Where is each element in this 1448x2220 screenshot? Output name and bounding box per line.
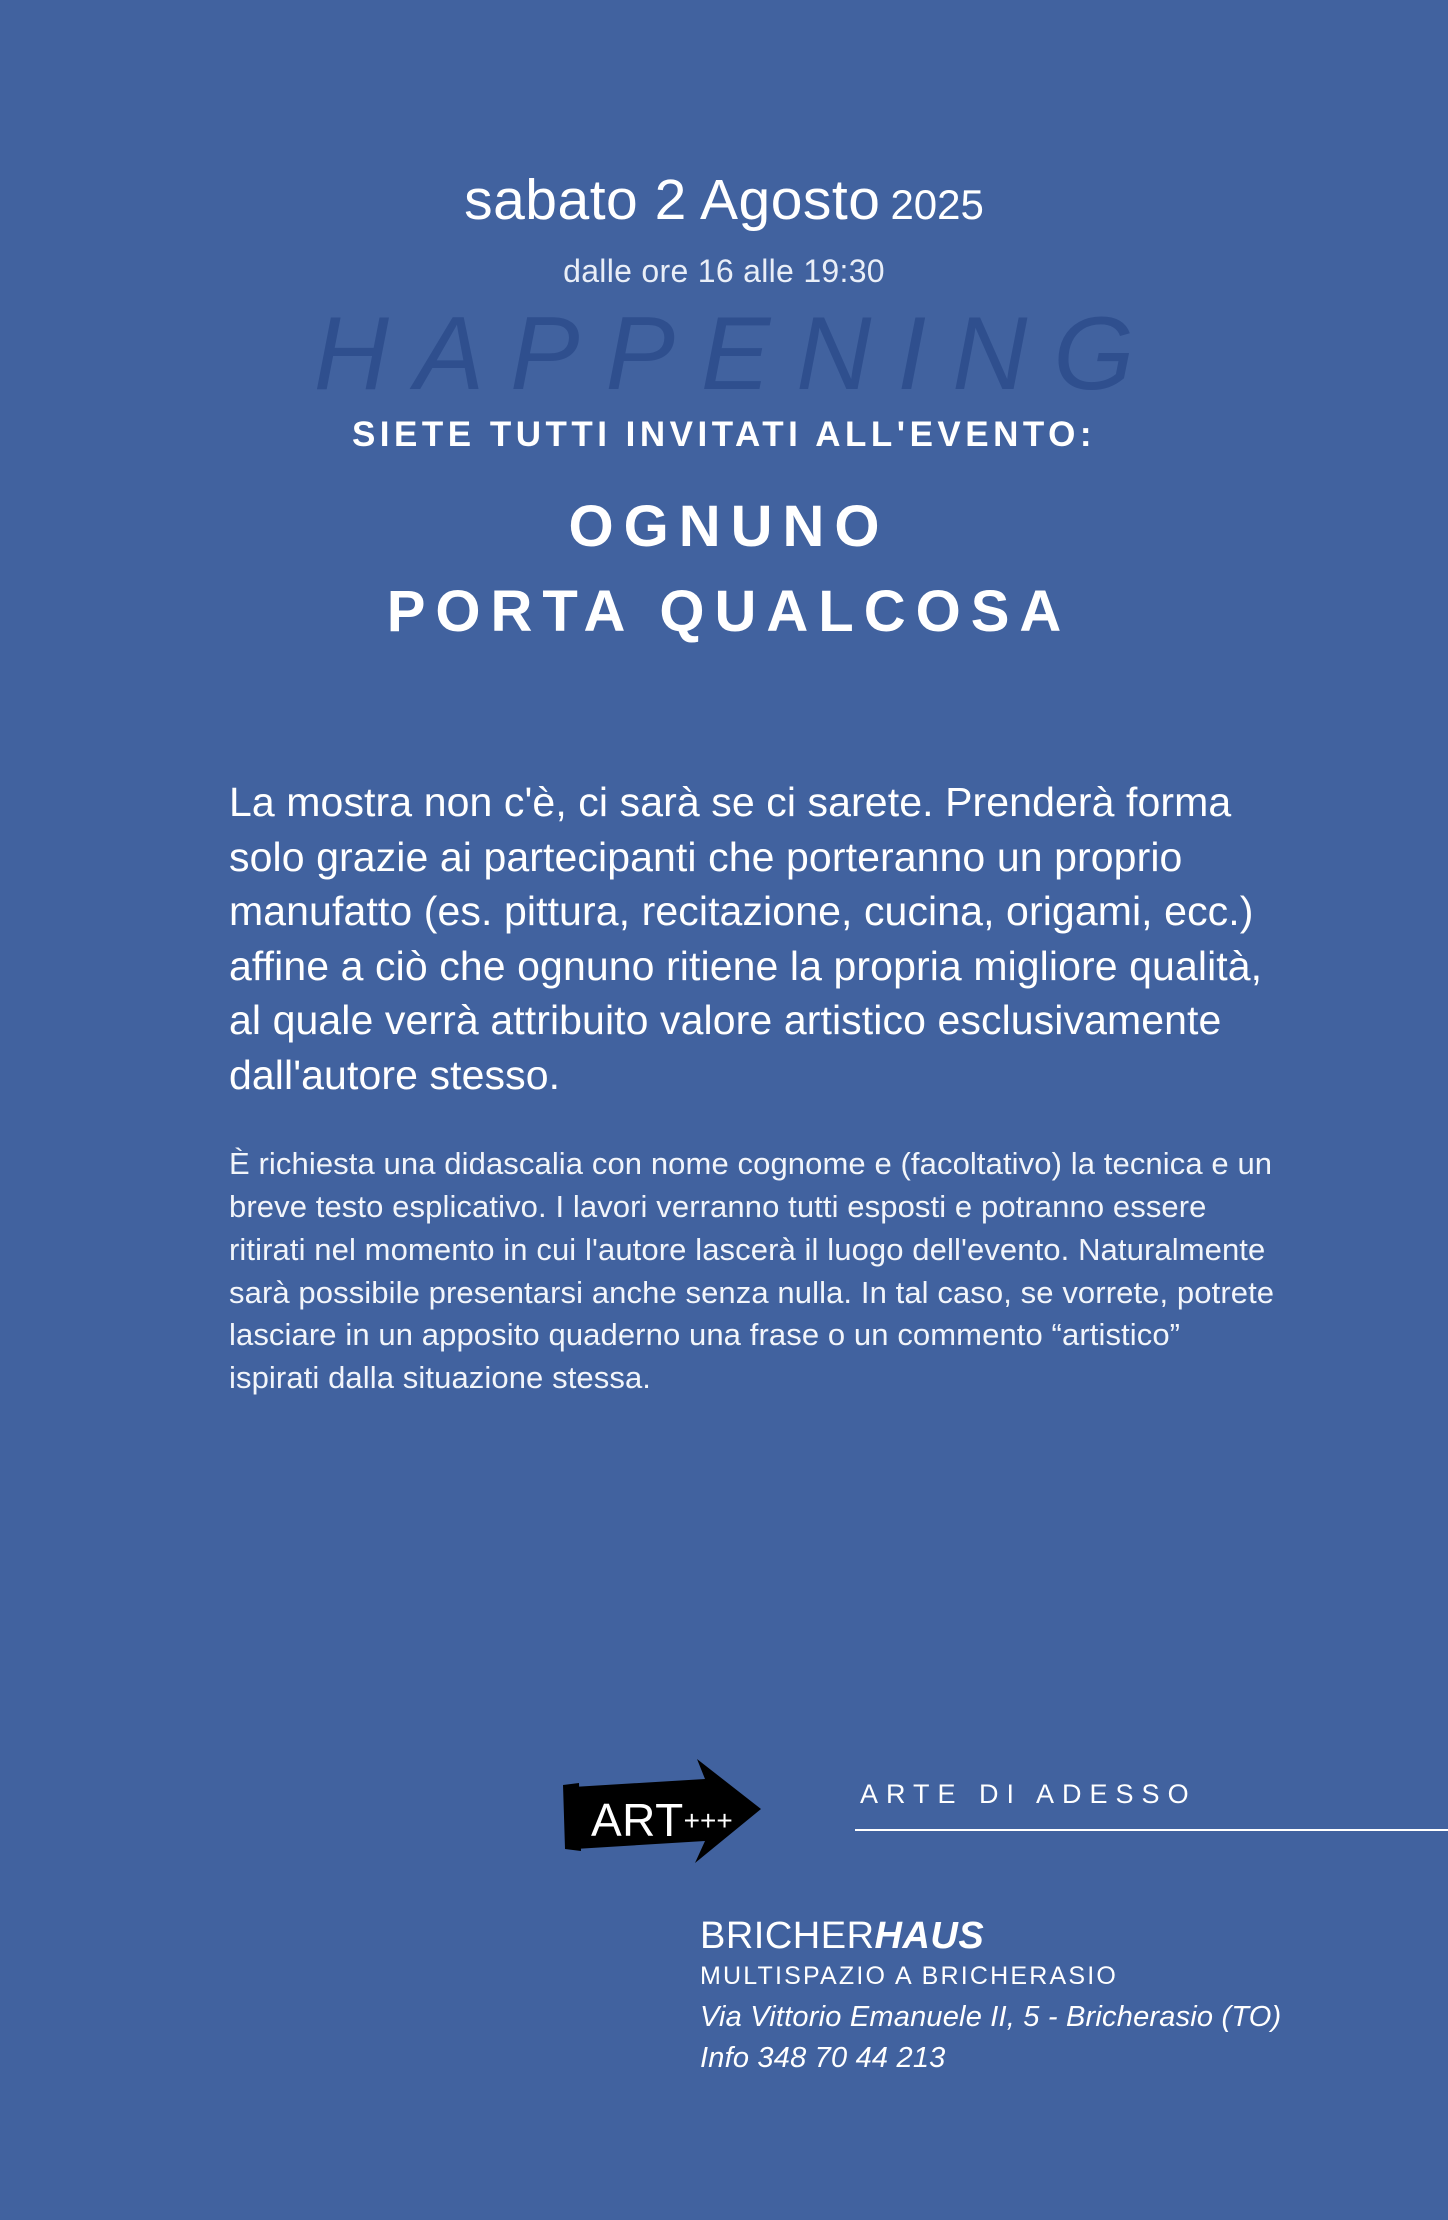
venue-block <box>700 1915 1448 2075</box>
body-lead-paragraph: La mostra non c'è, ci sarà se ci sarete. Prenderà forma solo grazie ai partecipanti che porteranno un proprio manufatto (es. pittura, recitazione, cucina, origami, ecc.) affine a ciò che ognuno ritiene la propria migliore qualità, al quale verrà attribuito valore artistico esclusivamente dall'autore stesso. <box>229 779 1263 1098</box>
invitation-line: SIETE TUTTI INVITATI ALL'EVENTO: <box>351 415 1097 455</box>
body-detail-paragraph: È richiesta una didascalia con nome cognome e (facoltativo) la tecnica e un breve testo esplicativo. I lavori verranno tutti esposti e potranno essere ritirati nel momento in cui l'autore lascerà il luogo dell'evento. Naturalmente sarà possibile presentarsi anche senza nulla. In tal caso, se vorrete, potrete lasciare in un apposito quaderno una frase o un commento “artistico” ispirati dalla situazione stessa. <box>229 1146 1275 1396</box>
venue-brand <box>700 1915 1448 1958</box>
art-logo-plus: +++ <box>683 1805 733 1836</box>
venue-brand-prefix: BRICHER <box>700 1915 875 1957</box>
divider-rule <box>855 1829 1448 1831</box>
venue-info-phone: Info 348 70 44 213 <box>700 2042 946 2074</box>
venue-brand-suffix: HAUS <box>874 1915 985 1957</box>
event-title-line-1: OGNUNO <box>568 494 890 560</box>
happening-headline: HAPPENING <box>313 296 1161 412</box>
body-text-block <box>169 775 1279 1400</box>
tagline: ARTE DI ADESSO <box>860 1779 1197 1809</box>
event-date <box>0 168 1448 232</box>
venue-subtitle: MULTISPAZIO A BRICHERASIO <box>700 1962 1119 1990</box>
art-logo-text <box>591 1793 733 1847</box>
event-date-main: sabato 2 Agosto <box>464 168 881 232</box>
event-title-line-2: PORTA QUALCOSA <box>386 579 1072 645</box>
event-time: dalle ore 16 alle 19:30 <box>563 253 885 289</box>
venue-address: Via Vittorio Emanuele II, 5 - Bricherasio (TO) <box>700 2001 1282 2033</box>
event-date-year: 2025 <box>890 181 984 228</box>
logo-row <box>555 1757 1448 1877</box>
art-logo-word: ART <box>591 1794 684 1846</box>
poster-footer <box>0 1757 1448 2075</box>
poster-canvas <box>0 168 1448 2220</box>
